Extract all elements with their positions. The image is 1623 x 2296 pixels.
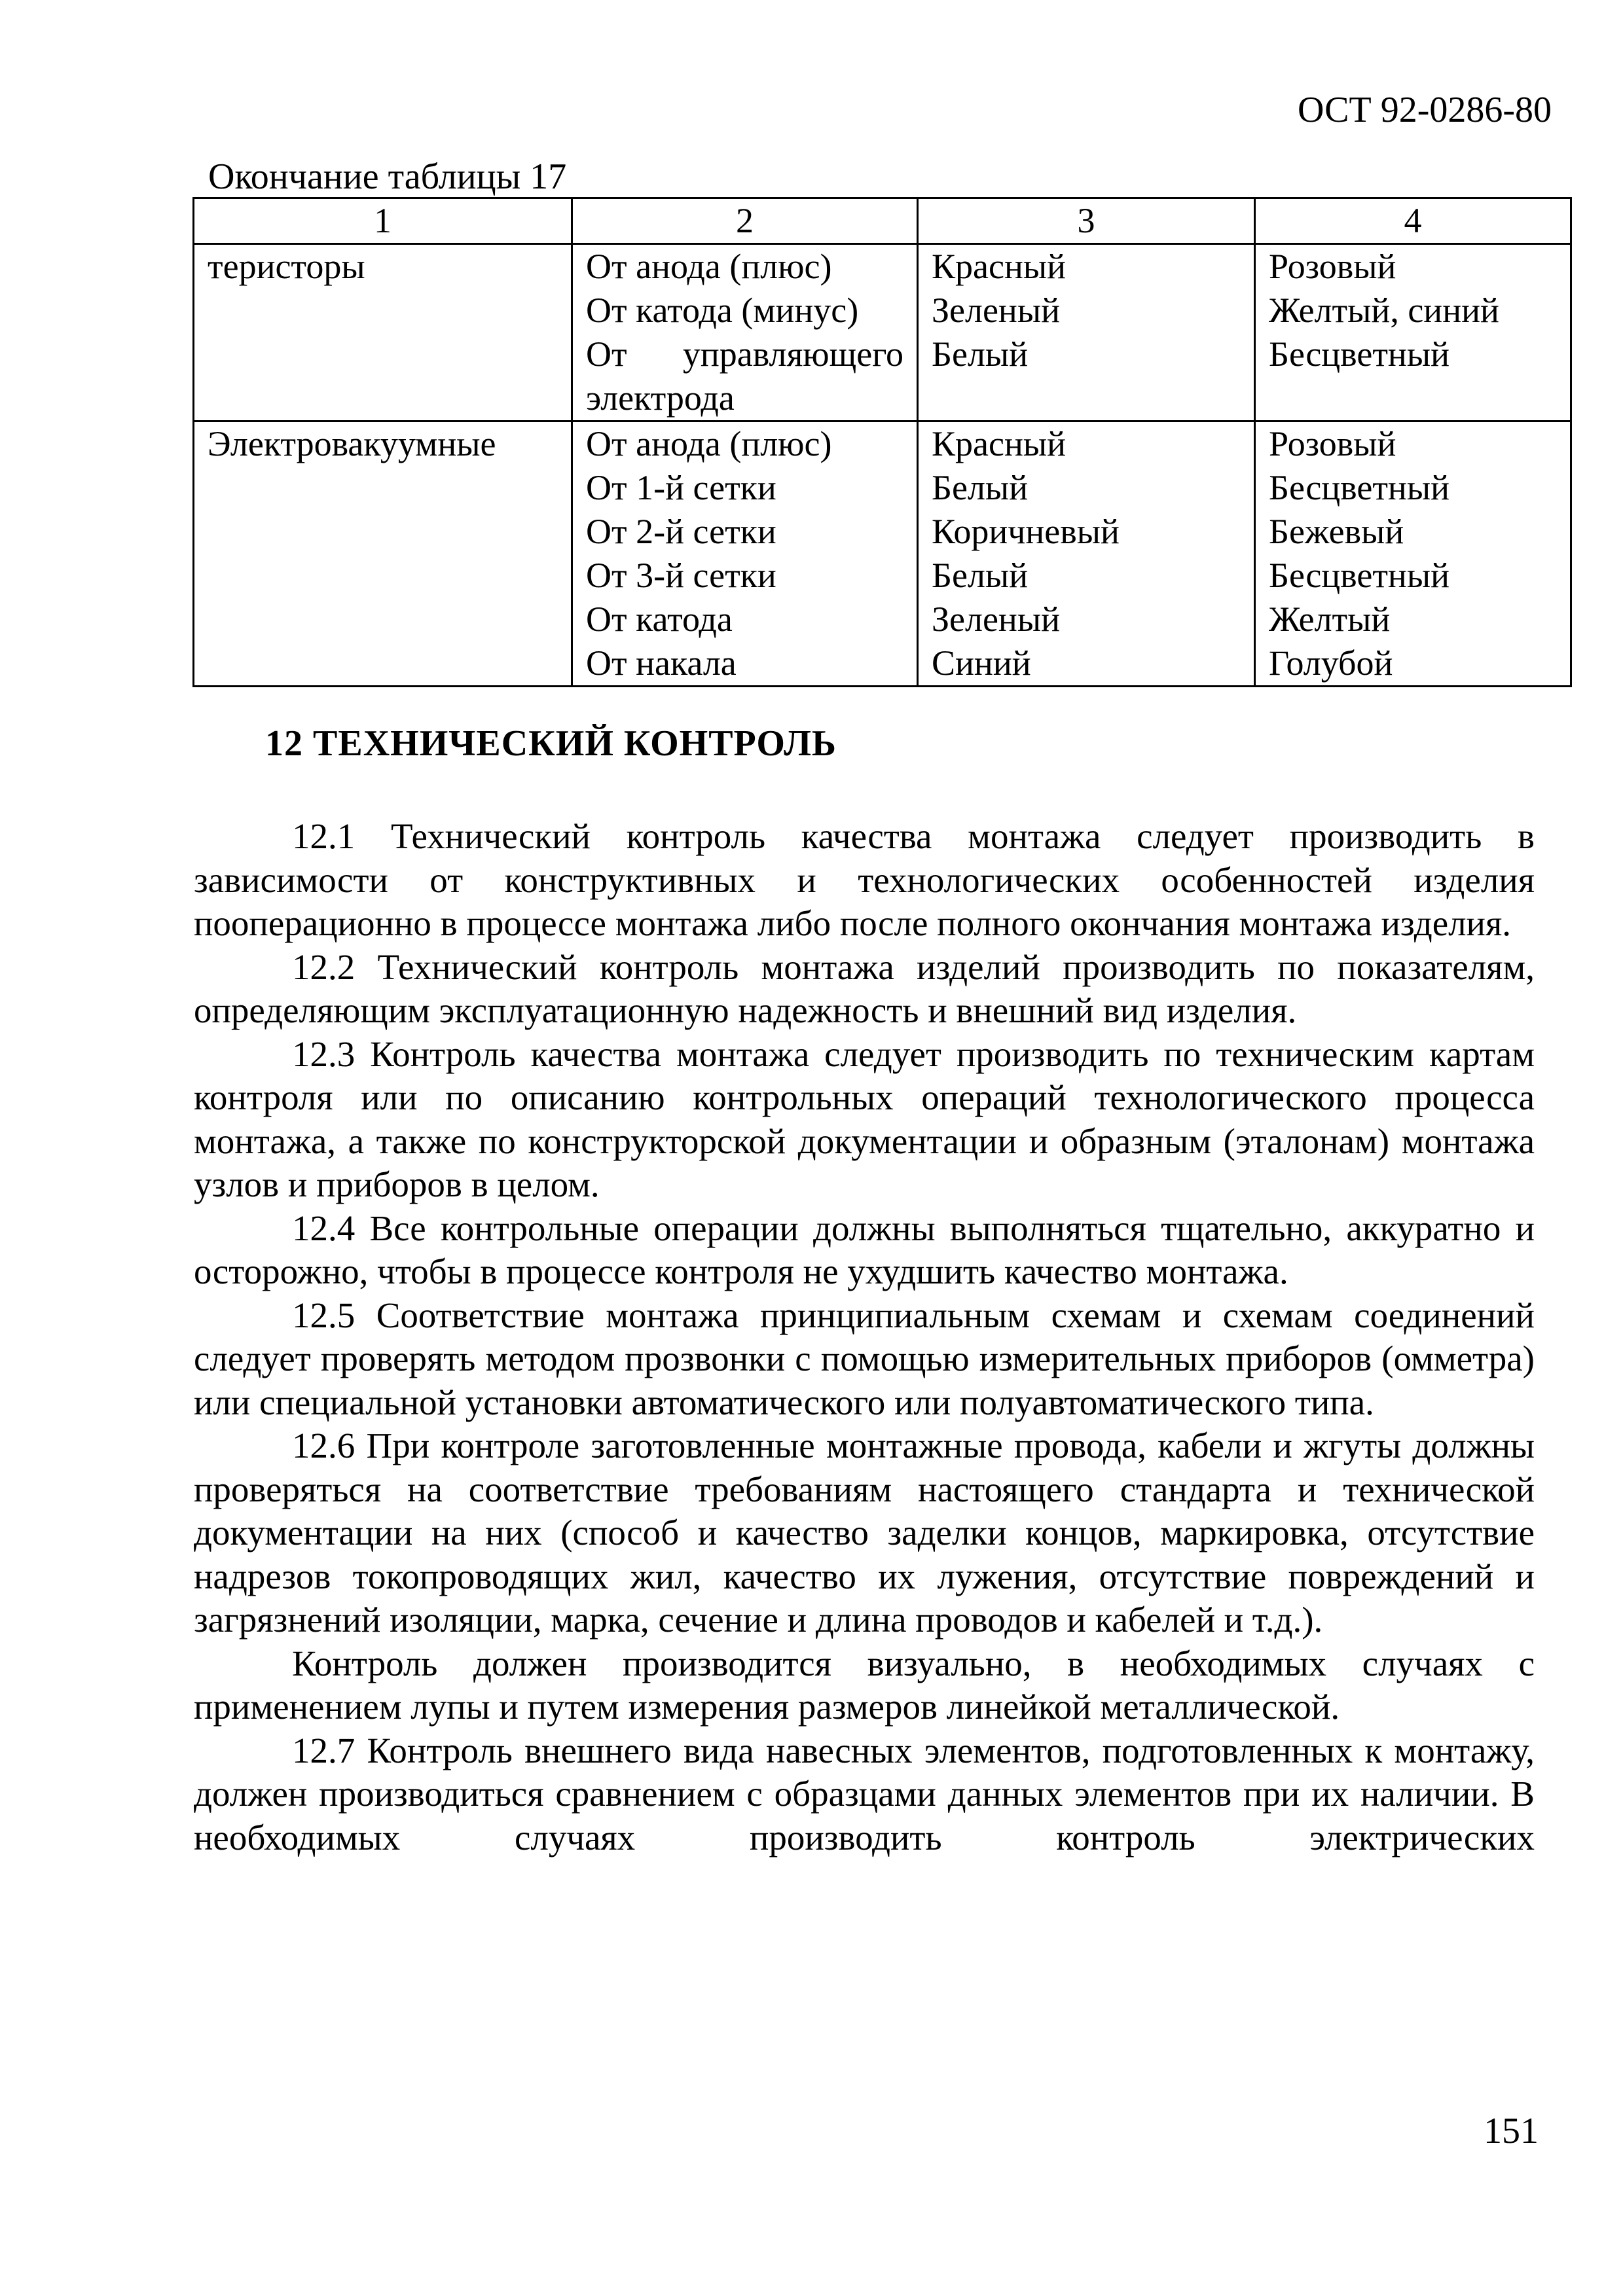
alt-color-label: Бежевый [1269, 512, 1404, 551]
colors-cell [918, 244, 1255, 422]
device-cell [194, 244, 572, 422]
terminal-label: От катода (минус) [586, 291, 859, 330]
terminal-label: От анода (плюс) [586, 247, 832, 286]
terminal-label: От 1-й сетки [586, 468, 776, 507]
paragraph: 12.1 Технический контроль качества монтажа следует производить в зависимости от конструктивных и технологических особенностей изделия пооперационно в процессе монтажа либо после полного окончания монтажа изделия. [194, 816, 1535, 943]
alt-color-label: Розовый [1269, 424, 1396, 463]
document-code: ОСТ 92-0286-80 [1298, 90, 1552, 130]
table-row [194, 244, 1571, 422]
section-heading: 12 ТЕХНИЧЕСКИЙ КОНТРОЛЬ [265, 723, 837, 764]
color-label: Зеленый [932, 291, 1061, 330]
terminal-label: От 3-й сетки [586, 556, 776, 595]
color-label: Красный [932, 247, 1067, 286]
color-label: Белый [932, 334, 1029, 374]
terminal-label: От накала [586, 643, 737, 683]
colors-cell [918, 422, 1255, 687]
color-label: Белый [932, 556, 1029, 595]
color-label: Красный [932, 424, 1067, 463]
paragraph: 12.7 Контроль внешнего вида навесных элементов, подготовленных к монтажу, должен производиться сравнением с образцами данных элементов при их наличии. В необходимых случаях производить контроль электрических [194, 1730, 1535, 1857]
color-label: Зеленый [932, 600, 1061, 639]
alt-color-label: Голубой [1269, 643, 1393, 683]
color-marking-table [192, 197, 1572, 687]
alt-color-label: Бесцветный [1269, 556, 1450, 595]
color-label: Коричневый [932, 512, 1120, 551]
terminal-label: электрода [586, 378, 735, 418]
alt-color-label: Желтый [1269, 600, 1391, 639]
alt-colors-cell [1255, 244, 1571, 422]
page-number: 151 [1484, 2111, 1539, 2151]
alt-color-label: Розовый [1269, 247, 1396, 286]
terminal-label: От управляющего [586, 334, 903, 374]
device-name: теристоры [208, 247, 365, 286]
terminals-cell [572, 422, 918, 687]
column-number: 1 [194, 198, 572, 244]
terminal-label: От катода [586, 600, 733, 639]
column-number: 2 [572, 198, 918, 244]
table-header-row [194, 198, 1571, 244]
terminal-label: От 2-й сетки [586, 512, 776, 551]
device-name: Электровакуумные [208, 424, 496, 463]
alt-color-label: Желтый, синий [1269, 291, 1499, 330]
paragraph: 12.2 Технический контроль монтажа изделий производить по показателям, определяющим эксплуатационную надежность и внешний вид изделия. [194, 946, 1535, 1030]
alt-color-label: Бесцветный [1269, 468, 1450, 507]
terminals-cell [572, 244, 918, 422]
column-number: 3 [918, 198, 1255, 244]
section-body [194, 815, 1535, 1859]
paragraph: Контроль должен производится визуально, в необходимых случаях с применением лупы и путем измерения размеров линейкой металлической. [194, 1643, 1535, 1727]
paragraph: 12.3 Контроль качества монтажа следует производить по техническим картам контроля или по описанию контрольных операций технологического процесса монтажа, а также по конструкторской документации и образным (эталонам) монтажа узлов и приборов в целом. [194, 1033, 1535, 1204]
color-label: Белый [932, 468, 1029, 507]
paragraph: 12.6 При контроле заготовленные монтажные провода, кабели и жгуты должны проверяться на соответствие требованиям настоящего стандарта и технической документации на них (способ и качество заделки концов, маркировка, отсутствие надрезов токопроводящих жил, качество их лужения, отсутствие повреждений и загрязнений изоляции, марка, сечение и длина проводов и кабелей и т.д.). [194, 1426, 1535, 1640]
paragraph: 12.5 Соответствие монтажа принципиальным схемам и схемам соединений следует проверять методом прозвонки с помощью измерительных приборов (омметра) или специальной установки автоматического или полуавтоматического типа. [194, 1295, 1535, 1422]
terminal-label: От анода (плюс) [586, 424, 832, 463]
color-label: Синий [932, 643, 1031, 683]
device-cell [194, 422, 572, 687]
table-caption: Окончание таблицы 17 [208, 156, 567, 197]
alt-color-label: Бесцветный [1269, 334, 1450, 374]
table-row [194, 422, 1571, 687]
paragraph: 12.4 Все контрольные операции должны выполняться тщательно, аккуратно и осторожно, чтобы в процессе контроля не ухудшить качество монтажа. [194, 1208, 1535, 1291]
alt-colors-cell [1255, 422, 1571, 687]
column-number: 4 [1255, 198, 1571, 244]
